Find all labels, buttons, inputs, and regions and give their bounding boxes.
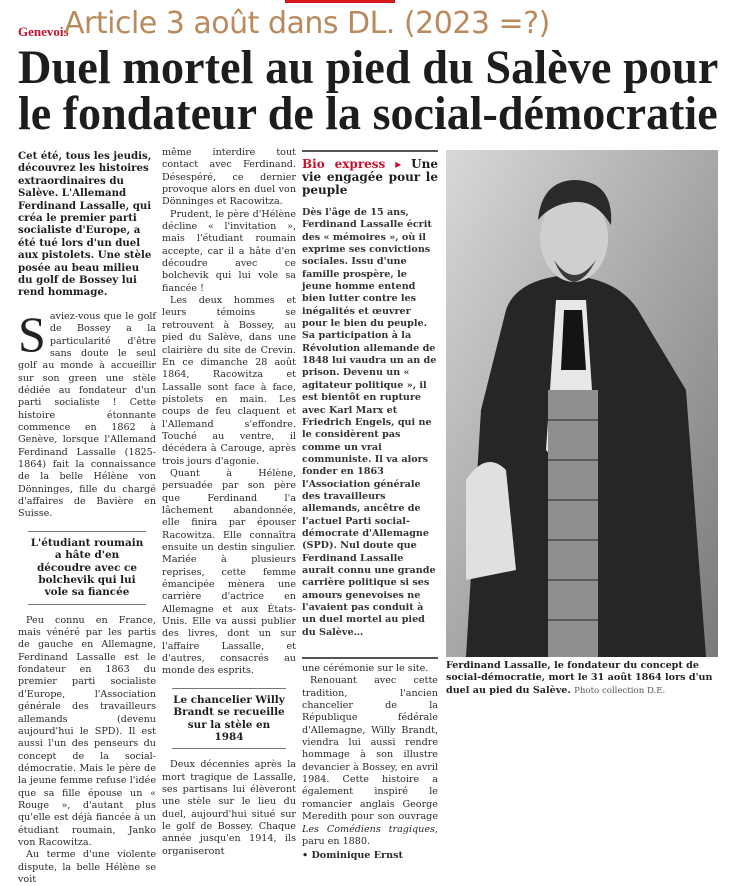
paragraph	[18, 305, 156, 521]
paragraph: Peu connu en France, mais vénéré par les partis de gauche en Allemagne, Ferdinand Lassalle est le fondateur en 1863 du premier parti socialiste d'Europe, l'Association générale des travailleurs allemands (devenu aujourd'hui le SPD). Il est aussi l'un des penseurs du concept de la social-démocratie. Mais le père de la jeune femme refuse l'idée que sa fille épouse un « Rouge », d'autant plus qu'elle est déjà fiancée à un étudiant roumain, Janko von Racowitza.	[18, 614, 156, 848]
handwritten-note: Article 3 août dans DL. (2023 =?)	[64, 6, 550, 41]
bio-text: Dès l'âge de 15 ans, Ferdinand Lassalle écrit des « mémoires », où il exprime ses convictions sociales. Issu d'une famille prospère, le jeune homme entend bien lutter contre les inégalités et œuvrer pour le bien du peuple. Sa participation à la Révolution allemande de 1848 lui vaudra un an de prison. Devenu un « agitateur politique », il est bientôt en rupture avec Karl Marx et Friedrich Engels, qui ne le considèrent pas comme un vrai communiste. Il va alors fonder en 1863 l'Association générale des travailleurs allemands, ancêtre de l'actuel Parti social-démocrate d'Allemagne (SPD). Nul doute que Ferdinand Lassalle aurait connu une grande carrière politique si ses amours genevoises ne l'avaient pas conduit à un duel mortel au pied du Salève…	[302, 207, 437, 638]
paragraph: Les deux hommes et leurs témoins se retrouvent à Bossey, au pied du Salève, dans une clairière du site de Crevin. En ce dimanche 28 août 1864, Racowitza et Lassalle sont face à face, pistolets en main. Les coups de feu claquent et l'Allemand s'effondre. Touché au ventre, il décédera à Carouge, après trois jours d'agonie.	[162, 295, 296, 467]
divider	[302, 657, 438, 659]
article-lede: Cet été, tous les jeudis, découvrez les histoires extraordinaires du Salève. L'Allemand Ferdinand Lassalle, qui créa le premier parti socialiste d'Europe, a été tué lors d'un duel aux pistolets. Une stèle posée au beau milieu du golf de Bossey lui rend hommage.	[18, 150, 152, 299]
photo-credit: Photo collection D.E.	[574, 685, 666, 696]
intertitle: L'étudiant roumain a hâte d'en découdre avec ce bolchevik qui lui vole sa fiancée	[28, 531, 146, 605]
caption-text: Ferdinand Lassalle, le fondateur du concept de social-démocratie, mort le 31 août 1864 lors d'un duel au pied du Salève.	[446, 660, 713, 696]
paragraph: Au terme d'une violente dispute, la belle Hélène se voit	[18, 849, 156, 885]
bio-title: Une vie engagée pour le peuple	[302, 157, 438, 197]
bio-express-title	[302, 150, 438, 197]
portrait-photo	[446, 150, 718, 657]
book-title: Les Comédiens tragiques	[302, 823, 435, 835]
paragraph-text: , paru en 1880.	[302, 823, 438, 847]
paragraph	[302, 675, 438, 848]
column-3	[302, 150, 438, 863]
section-rubric: Genevois	[18, 24, 69, 39]
column-2	[162, 147, 296, 858]
intertitle: Le chancelier Willy Brandt se recueille sur la stèle en 1984	[172, 688, 286, 750]
headline-line-1: Duel mortel au pied du Salève pour	[18, 41, 719, 94]
paragraph-text: Renouant avec cette tradition, l'ancien chancelier de la République fédérale d'Allemagne, Willy Brandt, viendra lui aussi rendre hommage à son illustre devancier à Bossey, en avril 1984. Cette histoire a également inspiré le romancier anglais George Meredith pour son ouvrage	[302, 675, 438, 823]
paragraph: une cérémonie sur le site.	[302, 663, 429, 675]
paragraph-text: aviez-vous que le golf de Bossey a la particularité d'être sans doute le seul golf au monde à accueillir sur son green une stèle dédiée au fondateur d'un parti socialiste ! Cette histoire étonnante commence en 1862 à Genève, lorsque l'Allemand Ferdinand Lassalle (1825-1864) fait la connaissance de la belle Hélène von Dönninges, fille du chargé d'affaires de Bavière en Suisse.	[18, 310, 156, 520]
photo-caption	[446, 660, 726, 697]
drop-cap: S	[18, 305, 46, 362]
paragraph: Prudent, le père d'Hélène décline « l'invitation », mais l'étudiant roumain accepte, car il a hâte d'en découdre avec ce bolchevik qui lui vole sa fiancée !	[162, 208, 296, 294]
author-signature: • Dominique Ernst	[302, 850, 403, 862]
portrait-image	[446, 150, 718, 657]
headline-line-2: le fondateur de la social-démocratie	[18, 87, 718, 140]
paragraph: Quant à Hélène, persuadée par son père que Ferdinand l'a lâchement abandonnée, elle finira par épouser Racowitza. Elle connaîtra ensuite un destin singulier. Mariée à plusieurs reprises, cette femme émancipée mènera une carrière d'actrice en Allemagne et aux États-Unis. Elle va aussi publier des livres, dont un sur l'affaire Lassalle, et d'autres, consacrés au monde des esprits.	[162, 467, 296, 677]
column-1	[18, 150, 156, 886]
bio-label: Bio express ▸	[302, 157, 402, 171]
top-color-bar	[285, 0, 395, 3]
paragraph: Deux décennies après la mort tragique de Lassalle, ses partisans lui élèveront une stèle sur le lieu du duel, aujourd'hui situé sur le golf de Bossey. Chaque année jusqu'en 1914, ils organiseront	[162, 759, 296, 857]
paragraph: même interdire tout contact avec Ferdinand. Désespéré, ce dernier provoque alors en duel von Dönninges et Racowitza.	[162, 147, 296, 208]
